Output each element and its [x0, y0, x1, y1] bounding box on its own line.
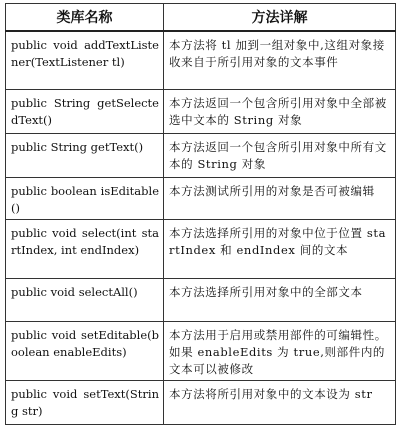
method-detail-cell: 本方法返回一个包含所引用对象中所有文本的 String 对象 — [164, 133, 396, 177]
method-name-cell: public String getSelectedText() — [6, 89, 164, 133]
method-name-cell: public String getText() — [6, 133, 164, 177]
method-name-cell: public void select(int startIndex, int endIndex) — [6, 219, 164, 278]
method-detail-cell: 本方法返回一个包含所引用对象中全部被选中文本的 String 对象 — [164, 89, 396, 133]
table-row — [6, 31, 396, 89]
header-method-detail: 方法详解 — [164, 4, 396, 32]
method-detail-cell: 本方法选择所引用对象中的全部文本 — [164, 278, 396, 321]
table-row — [6, 321, 396, 380]
method-detail-cell: 本方法将 tl 加到一组对象中,这组对象接收来自于所引用对象的文本事件 — [164, 31, 396, 89]
table-row — [6, 133, 396, 177]
method-detail-cell: 本方法用于启用或禁用部件的可编辑性。如果 enableEdits 为 true,则部件内的文本可以被修改 — [164, 321, 396, 380]
table-row — [6, 89, 396, 133]
method-name-cell: public void setText(String str) — [6, 380, 164, 424]
method-name-cell: public void addTextListener(TextListener tl) — [6, 31, 164, 89]
table-row — [6, 177, 396, 219]
method-detail-cell: 本方法测试所引用的对象是否可被编辑 — [164, 177, 396, 219]
table-row — [6, 278, 396, 321]
method-name-cell: public void setEditable(boolean enableEdits) — [6, 321, 164, 380]
table-header-row — [6, 4, 396, 32]
method-detail-cell: 本方法选择所引用的对象中位于位置 startIndex 和 endIndex 间的文本 — [164, 219, 396, 278]
header-class-name: 类库名称 — [6, 4, 164, 32]
method-name-cell: public void selectAll() — [6, 278, 164, 321]
method-name-cell: public boolean isEditable() — [6, 177, 164, 219]
method-table — [5, 3, 396, 425]
table-row — [6, 380, 396, 424]
method-detail-cell: 本方法将所引用对象中的文本设为 str — [164, 380, 396, 424]
table-row — [6, 219, 396, 278]
